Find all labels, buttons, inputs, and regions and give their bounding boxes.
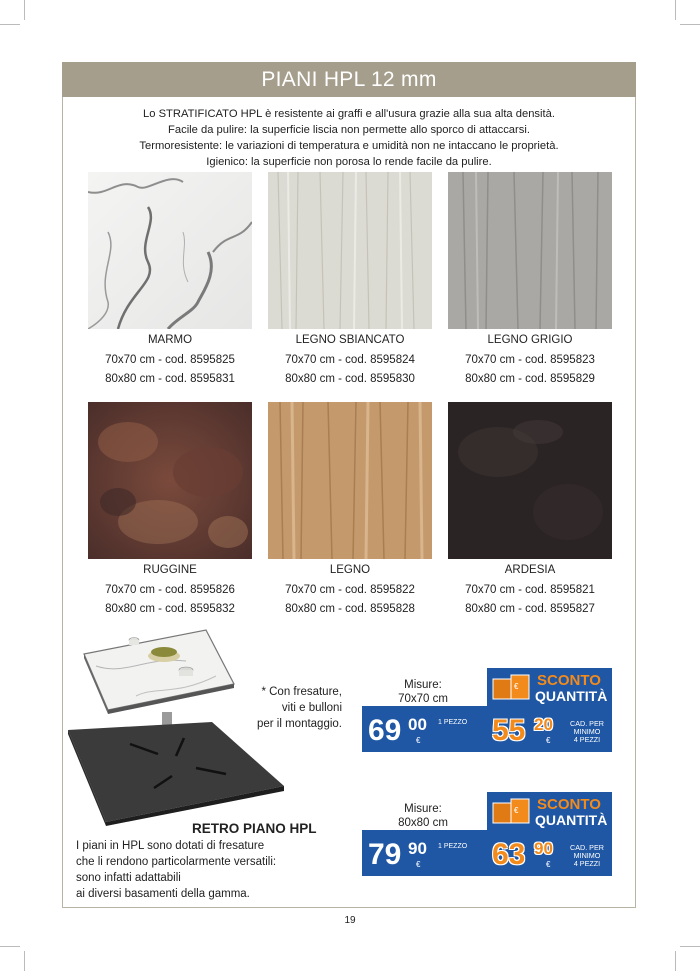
swatch-code: 80x80 cm - cod. 8595831: [105, 373, 235, 385]
promo-note: [566, 844, 608, 868]
swatch-name: LEGNO: [329, 564, 371, 576]
intro-line: Lo STRATIFICATO HPL è resistente ai graffi e all'usura grazie alla sua alta densità.: [143, 108, 555, 120]
swatch-code: 70x70 cm - cod. 8595823: [465, 354, 595, 366]
swatch-code: 80x80 cm - cod. 8595832: [105, 603, 235, 615]
price-decimal: 00: [408, 715, 427, 734]
promo-note-line: 4 PEZZI: [573, 859, 601, 868]
swatch-codes: [260, 581, 440, 619]
retro-line: sono infatti adattabili: [76, 872, 181, 884]
promo-decimal: 90: [534, 839, 553, 858]
boxes-icon: [491, 797, 531, 827]
quantita-label: QUANTITÀ: [535, 688, 608, 704]
intro-line: Igienico: la superficie non porosa lo rende facile da pulire.: [206, 156, 492, 168]
page-number: 19: [344, 915, 356, 926]
retro-line: I piani in HPL sono dotati di fresature: [76, 840, 265, 852]
swatch-code: 80x80 cm - cod. 8595829: [465, 373, 595, 385]
promo-note-line: CAD. PER: [570, 843, 604, 852]
price-integer: 69: [368, 714, 402, 747]
sconto-label: SCONTO: [537, 672, 601, 689]
crop-mark: [675, 951, 676, 971]
svg-text:€: €: [514, 806, 519, 815]
price-decimal: 90: [408, 839, 427, 858]
retro-line: che li rendono particolarmente versatili:: [76, 856, 277, 868]
swatch-code: 70x70 cm - cod. 8595822: [285, 584, 415, 596]
legno-swatch-image: [268, 402, 432, 559]
crop-mark: [0, 946, 20, 947]
swatch-codes: [260, 351, 440, 389]
crop-mark: [680, 946, 700, 947]
promo-integer: 55: [492, 714, 526, 747]
measure-value: 70x70 cm: [398, 693, 448, 705]
retro-title: RETRO PIANO HPL: [192, 821, 317, 836]
swatch-code: 80x80 cm - cod. 8595827: [465, 603, 595, 615]
swatch-code: 80x80 cm - cod. 8595830: [285, 373, 415, 385]
euro-sign: €: [416, 736, 421, 745]
measure-block: [373, 678, 473, 706]
swatch-code: 70x70 cm - cod. 8595824: [285, 354, 415, 366]
swatch-codes: [440, 351, 620, 389]
promo-note-line: CAD. PER: [570, 719, 604, 728]
price-integer: 79: [368, 838, 402, 871]
swatch-name: ARDESIA: [504, 564, 556, 576]
assembly-note: [232, 684, 342, 732]
measure-block: [373, 802, 473, 830]
intro-line: Facile da pulire: la superficie liscia non permette allo sporco di attaccarsi.: [168, 124, 530, 136]
svg-text:€: €: [514, 682, 519, 691]
intro-line: Termoresistente: le variazioni di temperatura e umidità non ne intaccano le proprietà.: [139, 140, 559, 152]
boxes-icon: [491, 673, 531, 703]
note-line: * Con fresature,: [261, 686, 342, 698]
sconto-badge: [487, 668, 612, 706]
swatch-code: 70x70 cm - cod. 8595821: [465, 584, 595, 596]
crop-mark: [0, 24, 20, 25]
unit-label: 1 PEZZO: [438, 843, 468, 850]
promo-decimal: 20: [534, 715, 553, 734]
promo-note-line: MINIMO: [573, 727, 601, 736]
note-line: viti e bulloni: [281, 702, 342, 714]
unit-label: 1 PEZZO: [438, 719, 468, 726]
swatch-code: 70x70 cm - cod. 8595825: [105, 354, 235, 366]
swatch-name: MARMO: [147, 334, 193, 346]
price-box: [362, 830, 612, 876]
swatch-code: 70x70 cm - cod. 8595826: [105, 584, 235, 596]
intro-text: [62, 106, 636, 170]
swatch-code: 80x80 cm - cod. 8595828: [285, 603, 415, 615]
note-line: per il montaggio.: [256, 718, 342, 730]
promo-note-line: MINIMO: [573, 851, 601, 860]
crop-mark: [675, 0, 676, 20]
crop-mark: [680, 24, 700, 25]
measure-label: Misure:: [404, 803, 442, 815]
promo-note: [566, 720, 608, 744]
quantita-label: QUANTITÀ: [535, 812, 608, 828]
crop-mark: [24, 951, 25, 971]
retro-line: ai diversi basamenti della gamma.: [76, 888, 250, 900]
swatch-codes: [80, 351, 260, 389]
ardesia-swatch-image: [448, 402, 612, 559]
swatch-name: LEGNO GRIGIO: [487, 334, 573, 346]
euro-sign: €: [546, 736, 551, 745]
legno-sbiancato-swatch-image: [268, 172, 432, 329]
page-title: PIANI HPL 12 mm: [62, 62, 636, 97]
swatch-codes: [80, 581, 260, 619]
swatch-name: RUGGINE: [143, 564, 197, 576]
swatch-name: LEGNO SBIANCATO: [295, 334, 405, 346]
crop-mark: [24, 0, 25, 20]
ruggine-swatch-image: [88, 402, 252, 559]
measure-label: Misure:: [404, 679, 442, 691]
marmo-swatch-image: [88, 172, 252, 329]
euro-sign: €: [416, 860, 421, 869]
retro-description: [76, 838, 276, 902]
sconto-label: SCONTO: [537, 796, 601, 813]
legno-grigio-swatch-image: [448, 172, 612, 329]
swatch-codes: [440, 581, 620, 619]
promo-integer: 63: [492, 838, 526, 871]
euro-sign: €: [546, 860, 551, 869]
measure-value: 80x80 cm: [398, 817, 448, 829]
sconto-badge: [487, 792, 612, 830]
promo-note-line: 4 PEZZI: [573, 735, 601, 744]
price-box: [362, 706, 612, 752]
